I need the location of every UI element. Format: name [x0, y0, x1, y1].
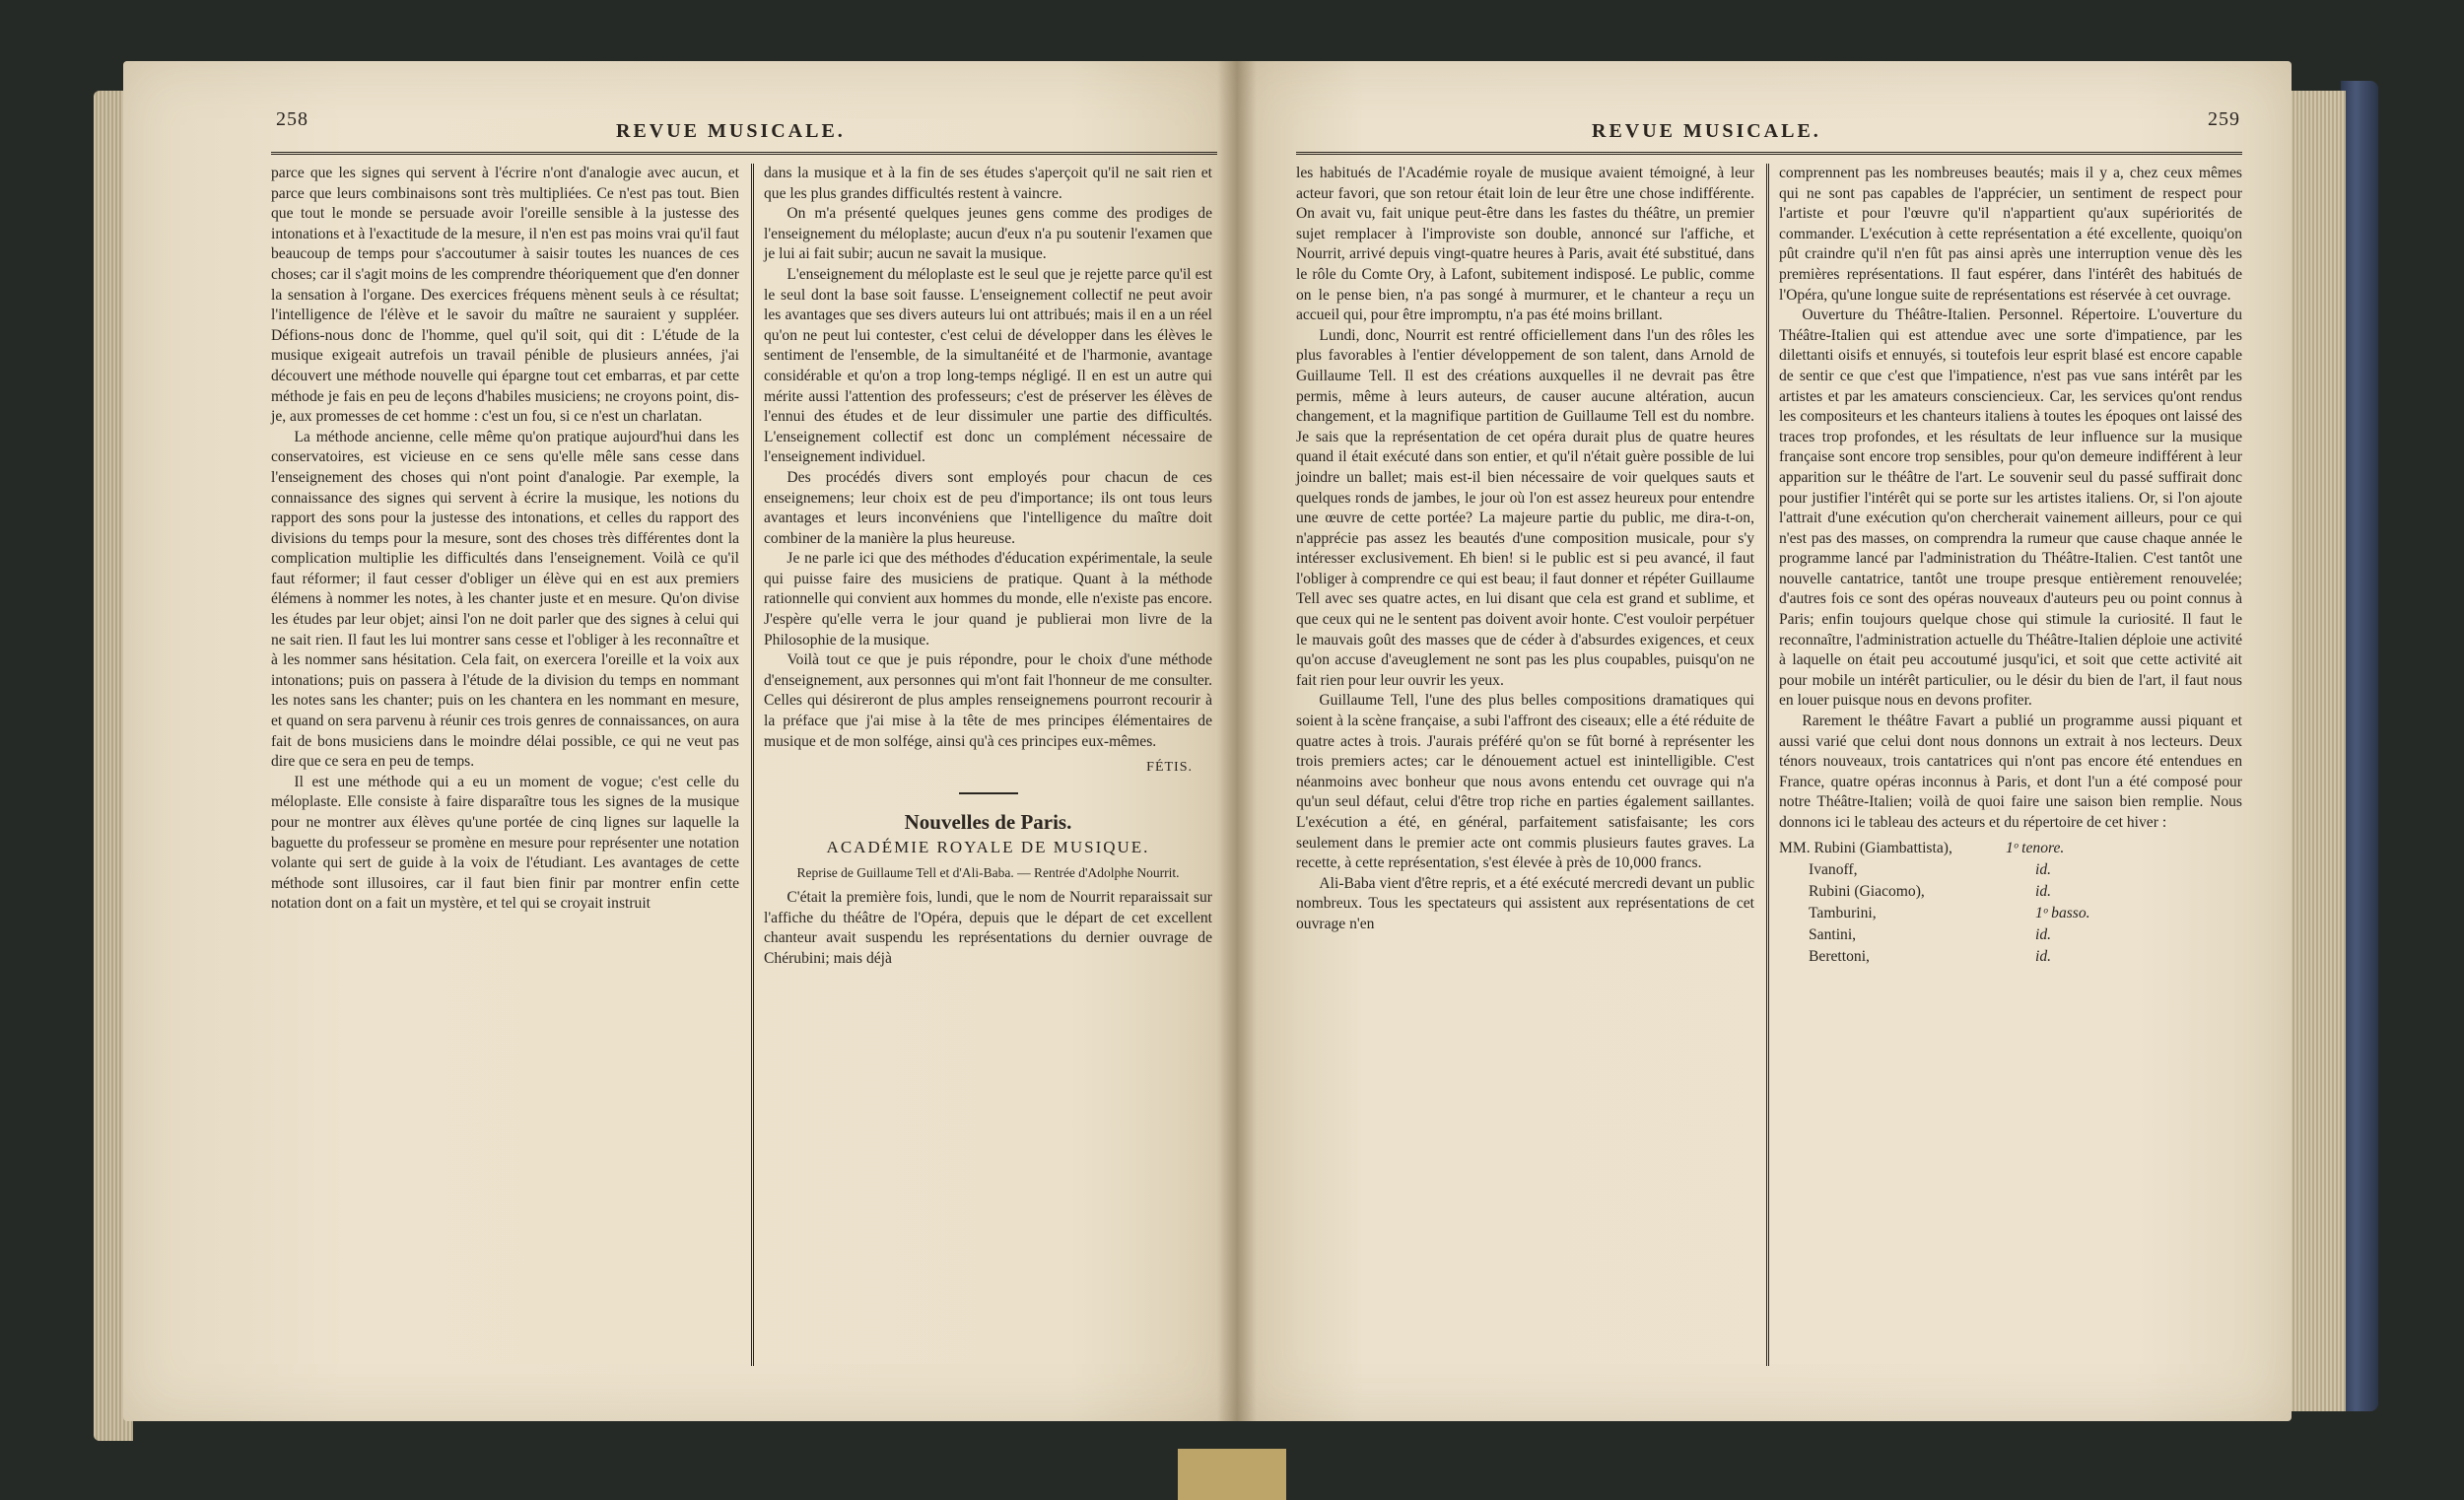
cast-name: Rubini (Giacomo),	[1809, 882, 1925, 900]
paragraph: Ouverture du Théâtre-Italien. Personnel. Répertoire. L'ouverture du Théâtre-Italien qui est attendue avec une sorte d'impatience, par les dilettanti oisifs et ennuyés, si toutefois leur esprit blasé est encore capable de sentir ce que c'est que l'impatience, n'est pas vue sans intérêt par les artistes et par les amateurs consciencieux. Car, les services qu'ont rendus les compositeurs et les chanteurs italiens à toutes les époques ont laissé des traces trop profondes, et les résultats de leur influence sur la musique française sont encore trop sensibles, pour qu'on demeure indifférent à leur apparition sur le théâtre de l'art. Le souvenir seul du passé suffirait donc pour justifier l'intérêt qui se porte sur les artistes italiens. Or, si l'on ajoute l'attrait d'une exécution qu'on chercherait vainement ailleurs, pour ce qui n'est pas des masses, on comprendra la rumeur que cause chaque année le programme lancé par l'administration du Théâtre-Italien. C'est tantôt une nouvelle cantatrice, tantôt une troupe presque entièrement renouvelée; d'autres fois ce sont des opéras nouveaux d'auteurs peu ou point connus à Paris; enfin toujours quelque chose qui stimule la curiosité. Il faut le reconnaître, l'administration actuelle du Théâtre-Italien déploie une activité à laquelle on était peu accoutumé jusqu'ici, et soit que cette activité ait pour mobile un intérêt particulier, ou le désir du bien de l'art, il faut nous en louer puisque nous en devons profiter.	[1779, 307, 2242, 710]
paragraph: comprennent pas les nombreuses beautés; mais il y a, chez ceux mêmes qui ne sont pas capables de l'apprécier, un sentiment de respect pour l'artiste et pour l'œuvre qu'il n'appartient qu'aux supériorités de commander. L'exécution à cette représentation a été excellente, quoiqu'on pût craindre qu'il n'en fût pas ainsi après une interruption venue dès les premières représentations. Il faut espérer, dans l'intérêt des habitués de l'Opéra, qu'une longue suite de représentations est réservée à cet ouvrage.	[1779, 165, 2242, 304]
cast-row	[1779, 881, 2242, 903]
left-column-2	[764, 164, 1212, 969]
cast-role: 1ᵒ basso.	[2035, 904, 2090, 921]
cast-role: id.	[2035, 947, 2052, 965]
paragraph: dans la musique et à la fin de ses études s'aperçoit qu'il ne sait rien et que les plus grandes difficultés restent à vaincre.	[764, 165, 1212, 202]
cast-row	[1779, 838, 2242, 859]
cast-row	[1779, 859, 2242, 881]
cast-role: id.	[2035, 882, 2052, 900]
section-separator	[959, 792, 1018, 794]
left-running-head: REVUE MUSICALE.	[616, 120, 846, 142]
left-header-rule	[271, 152, 1217, 155]
left-column-divider	[751, 164, 754, 1366]
book-gutter	[1217, 61, 1257, 1421]
paragraph: Rarement le théâtre Favart a publié un programme aussi piquant et aussi varié que celui dont nous donnons un extrait à nos lecteurs. Deux ténors nouveaux, trois cantatrices qui n'ont pas encore été entendues en France, quatre opéras inconnus à Paris, et dont l'un a été composé pour notre Théâtre-Italien; voilà de quoi faire une saison bien remplie. Nous donnons ici le tableau des acteurs et du répertoire de cet hiver :	[1779, 713, 2242, 831]
right-column-divider	[1766, 164, 1769, 1366]
section-note: Reprise de Guillaume Tell et d'Ali-Baba. — Rentrée d'Adolphe Nourrit.	[796, 865, 1180, 880]
paragraph: les habitués de l'Académie royale de musique avaient témoigné, à leur acteur favori, que son retour était loin de leur être une chose indifférente. On avait vu, fait unique peut-être dans les fastes du théâtre, un premier sujet remplacer à l'improviste son double, annoncé sur l'affiche, et Nourrit, arrivé depuis vingt-quatre heures à Paris, avait été substitué, dans le rôle du Comte Ory, à Lafont, subitement indisposé. Le public, comme on le pense bien, n'a pas songé à murmurer, et le chanteur a reçu un accueil qui, pour être impromptu, n'a pas été moins brillant.	[1296, 165, 1754, 324]
paragraph: On m'a présenté quelques jeunes gens comme des prodiges de l'enseignement du méloplaste; aucun d'eux n'a pu soutenir l'examen que je lui ai fait subir; aucun ne savait la musique.	[764, 205, 1212, 263]
section-title: Nouvelles de Paris.	[904, 809, 1072, 834]
left-folio: 258	[276, 108, 308, 130]
paragraph: Il est une méthode qui a eu un moment de vogue; c'est celle du méloplaste. Elle consiste à faire disparaître tous les signes de la musique pour ne montrer aux élèves qu'une portée de cinq lignes sur laquelle la baguette du professeur se promène en mesure pour représenter une notation volante qui sert de guide à la voix de l'étudiant. Les avantages de cette méthode sont illusoires, car il faut bien finir par montrer enfin cette notation dont on a fait un mystère, et tel qui se croyait instruit	[271, 773, 739, 913]
paragraph: Ali-Baba vient d'être repris, et a été exécuté mercredi devant un public nombreux. Tous les spectateurs qui assistent aux représentations de cet ouvrage n'en	[1296, 874, 1754, 932]
cast-row	[1779, 903, 2242, 924]
section-subtitle: ACADÉMIE ROYALE DE MUSIQUE.	[826, 838, 1150, 857]
right-column-2	[1779, 164, 2242, 968]
bookmark-ribbon	[1178, 1449, 1286, 1500]
signature: FÉTIS.	[1146, 760, 1193, 776]
cast-row	[1779, 946, 2242, 968]
paragraph: Guillaume Tell, l'une des plus belles compositions dramatiques qui soient à la scène française, a subi l'affront des ciseaux; elle a été réduite de quatre actes à trois. J'aurais préféré qu'on se fût borné à représenter les trois premiers actes; car le dénouement actuel est inintelligible. C'est néanmoins avec bonheur que nous avons entendu cet ouvrage qui n'a qu'un seul défaut, celui d'être trop riche en parties également saillantes. L'exécution a été, en général, parfaitement satisfaisante; les cors seulement dans le premier acte ont commis plusieurs fautes graves. La recette, à cette représentation, s'est élevée à près de 10,000 francs.	[1296, 692, 1754, 872]
right-page	[1237, 61, 2292, 1421]
cast-name: Santini,	[1809, 925, 1857, 943]
cast-role: 1ᵒ tenore.	[2006, 839, 2065, 856]
cast-name: Tamburini,	[1809, 904, 1877, 921]
cast-role: id.	[2035, 925, 2052, 943]
left-page	[123, 61, 1237, 1421]
right-folio: 259	[2208, 108, 2240, 130]
paragraph: Des procédés divers sont employés pour chacun de ces enseignemens; leur choix est de peu d'importance; ils ont tous leurs avantages et leurs inconvéniens que l'intelligence du maître doit combiner de la manière la plus heureuse.	[764, 468, 1212, 547]
cast-name: MM. Rubini (Giambattista),	[1779, 839, 1952, 856]
paragraph: Lundi, donc, Nourrit est rentré officiellement dans l'un des rôles les plus favorables à l'entier développement de son talent, dans Arnold de Guillaume Tell. Il est des créations auxquelles il ne devrait pas être permis, même à leurs auteurs, de causer aucune altération, aucun changement, et la magnifique partition de Guillaume Tell est du nombre. Je sais que la représentation de cet opéra durait plus de quatre heures quand il était exécuté dans son entier, et qu'il n'était guère possible de lui joindre un ballet; mais est-il bien nécessaire de voir quelques sauts et quelques ronds de jambes, le jour où l'on est assez heureux pour entendre une œuvre de cette portée? La majeure partie du public, me dira-t-on, n'apprécie pas assez les beautés d'une composition musicale, pour s'y intéresser exclusivement. Eh bien! si le public est si peu avancé, il faut l'obliger à comprendre ce qui est beau; il faut donner et répéter Guillaume Tell avec ses quatre actes, en lui disant que cela est grand et sublime, et que ceux qui ne le sentent pas doivent avoir honte. C'est vouloir perpétuer le mauvais goût des masses que de céder à d'absurdes exigences, et ceux qu'on accuse d'aveuglement ne sont pas les plus coupables, puisqu'on ne fait rien pour leur ouvrir les yeux.	[1296, 326, 1754, 689]
paragraph: parce que les signes qui servent à l'écrire n'ont d'analogie avec aucun, et parce que leurs combinaisons sont très multipliées. Ce n'est pas tout. Bien que tout le monde se persuade avoir l'oreille sensible à la justesse des intonations et à l'exactitude de la mesure, il n'en est pas moins vrai qu'il faut beaucoup de temps pour s'accoutumer à saisir toutes les nuances de ces choses; car il s'agit moins de les comprendre théoriquement que d'en donner la sensation à l'organe. Des exercices fréquens mènent seuls à ce résultat; l'intelligence de l'élève et le savoir du maître ne sauraient y suppléer. Défions-nous donc de l'homme, quel qu'il soit, qui dit : L'étude de la musique exigeait autrefois un travail pénible de plusieurs années, j'ai découvert une méthode nouvelle qui épargne tout cet embarras, et par cette méthode je fais en peu de leçons d'habiles musiciens; ne croyons point, dis-je, aux promesses de cet homme : c'est un fou, si ce n'est un charlatan.	[271, 165, 739, 426]
page-edges-right	[2287, 91, 2346, 1411]
cast-list	[1779, 838, 2242, 968]
paragraph: L'enseignement du méloplaste est le seul que je rejette parce qu'il est le seul dont la base soit fausse. L'enseignement collectif ne peut avoir les avantages que ses divers auteurs lui ont attribués; mais il en a un réel qu'on ne peut lui contester, c'est celui de développer dans les élèves le sentiment de l'ensemble, de la simultanéité et de l'harmonie, avantage considérable et qu'on a trop long-temps négligé. Il en est un autre qui mérite aussi l'attention des professeurs; c'est de préserver les élèves de l'ennui des études et de leur dissimuler une partie des difficultés. L'enseignement collectif est donc un complément nécessaire de l'enseignement individuel.	[764, 265, 1212, 466]
paragraph: C'était la première fois, lundi, que le nom de Nourrit reparaissait sur l'affiche du théâtre de l'Opéra, depuis que le départ de cet excellent chanteur avait suspendu les représentations du dernier ouvrage de Chérubini; mais déjà	[764, 889, 1212, 967]
cast-name: Berettoni,	[1809, 947, 1870, 965]
right-header-rule	[1296, 152, 2242, 155]
cast-role: id.	[2035, 860, 2052, 878]
paragraph: Je ne parle ici que des méthodes d'éducation expérimentale, la seule qui puisse faire des musiciens de pratique. Quant à la méthode rationnelle qui convient aux hommes du monde, elle n'existe pas encore. J'espère qu'elle verra le jour quand je publierai mon livre de la Philosophie de la musique.	[764, 550, 1212, 648]
paragraph: Voilà tout ce que je puis répondre, pour le choix d'une méthode d'enseignement, aux personnes qui m'ont fait l'honneur de me consulter. Celles qui désireront de plus amples renseignemens pourront recourir à la préface que j'ai mise à la tête de mes principes élémentaires de musique et de mon solfége, ainsi qu'à ces principes eux-mêmes.	[764, 651, 1212, 750]
right-column-1	[1296, 164, 1754, 935]
book-cover-right	[2341, 81, 2378, 1411]
paragraph: La méthode ancienne, celle même qu'on pratique aujourd'hui dans les conservatoires, est vicieuse en ce sens qu'elle mêle sans cesse dans l'enseignement des choses qui n'ont point d'analogie. Par exemple, la connaissance des signes qui servent à écrire la musique, les notions du rapport des sons pour la justesse des intonations, et celles du rapport des divisions du temps pour la mesure, sont des choses très différentes dont la complication multiplie les difficultés dans l'enseignement. Voilà ce qu'il faut réformer; il faut cesser d'obliger un élève qui en est aux premiers élémens à nommer les notes, à les chanter juste et en mesure. Qu'on divise les études par leur objet; ainsi l'on ne doit parler que des signes à celui qui ne sait rien. Il faut les lui montrer sans cesse et l'obliger à les reconnaître et à les nommer sans hésitation. Cela fait, on exercera l'oreille et la voix aux intonations; puis on passera à l'étude de la division du temps en nommant les notes sans les chanter; puis on les chantera en les nommant en mesure, et quand on sera parvenu à réunir ces trois genres de connaissances, on aura fait de bons musiciens dans le moindre délai possible, ce qui ne veut pas dire que ce sera en peu de temps.	[271, 428, 739, 771]
open-book	[103, 61, 2370, 1451]
right-running-head: REVUE MUSICALE.	[1592, 120, 1821, 142]
cast-name: Ivanoff,	[1809, 860, 1858, 878]
cast-row	[1779, 924, 2242, 946]
left-column-1	[271, 164, 739, 915]
